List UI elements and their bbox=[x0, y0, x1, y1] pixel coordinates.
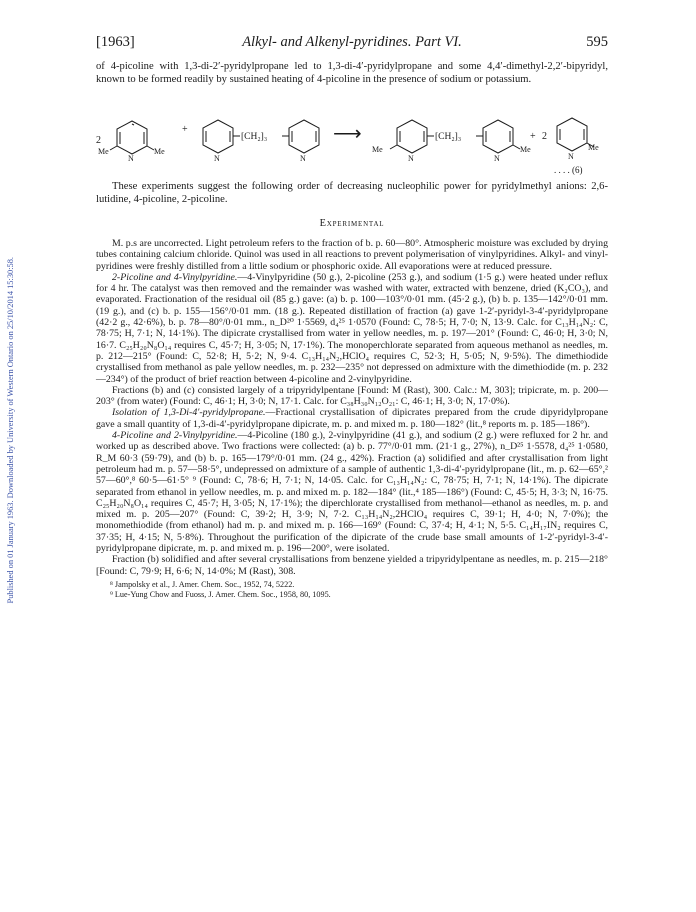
conclusion-paragraph: These experiments suggest the following order of decreasing nucleophilic power for pyridylmethyl anions: 2,6-lutidine, 4-picoline, 2-picoline. bbox=[96, 181, 608, 205]
nitrogen-label: N bbox=[300, 154, 306, 163]
paragraph-heading: 4-Picoline and 2-Vinylpyridine. bbox=[112, 430, 238, 442]
reaction-scheme-drawing bbox=[96, 88, 608, 176]
pyridine-ring-b bbox=[289, 120, 319, 153]
methyl-label: Me bbox=[154, 147, 165, 156]
reaction-arrow: ⟶ bbox=[333, 123, 362, 145]
paragraph-body: —Fractional crystallisation of dipicrates prepared from the crude dipyridylpropane gave a small quantity of 1,3-di-4′-pyridylpropane dipicrate, m. p. and mixed m. p. 180—182° (lit.,⁸ reports m. p. 185—186°). bbox=[96, 407, 608, 430]
nitrogen-label: N bbox=[408, 154, 414, 163]
methyl-label: Me bbox=[520, 145, 531, 154]
paragraph-heading: 2-Picoline and 4-Vinylpyridine. bbox=[112, 271, 238, 283]
paragraph-body: —4-Picoline (180 g.), 2-vinylpyridine (41 g.), and sodium (2 g.) were refluxed for 2 hr. and worked up as described above. Two fractions were collected: (a) b. p. 77°/0·01 mm. (21·1 g., 27%), n_D²⁵ 1·5578, d₄²⁵ 1·0580, R_M 60·3 (59·79), and (b) b. p. 165—179°/0·01 mm. (24 g., 42%). Fraction (a) solidified and after crystallisation from light petroleum had m. p. 57—58·5°, undepressed on admixture of a sample of authentic 1,3-di-4′-pyridylpropane (lit., m. p. 62—65°,² 57—60°,⁸ 60·5—61·5° ⁹ (Found: C, 78·6; H, 7·1; N, 14·05. Calc. for C₁₃H₁₄N₂: C, 78·75; H, 7·1; N, 14·1%). The dipicrate separated from ethanol in yellow needles, m. p. and mixed m. p. 182—184° (lit.,⁴ 185—186°) (Found: C, 45·5; H, 3·3; N, 16·75. C₂₅H₂₀N₈O₁₄ requires C, 45·7; H, 3·05; N, 17·1%); the diperchlorate crystallised from methanol—ethanol as needles, m. p. and mixed m. p. 205—207° (Found: C, 39·2; H, 3·9; N, 7·2. C₁₃H₁₄N₂,2HClO₄ requires C, 39·1; H, 4·0; N, 7·0%); the monomethiodide (from ethanol) had m. p. and mixed m. p. 166—169° (Found: C, 37·4; H, 4·1; N, 5·5. C₁₄H₁₇IN₂ requires C, 37·35; H, 4·15; N, 5·8%). Throughout the purification of the dipicrate of the crude base small amounts of 1-2′-pyridyl-3-4′-pyridylpropane dipicrate, m. p. and mixed m. p. 196—200°, were isolated. bbox=[96, 430, 608, 555]
lutidine-ring bbox=[117, 121, 147, 154]
download-watermark-text: Published on 01 January 1963. Downloaded by University of Western Ontario on 25/10/2014 15:30:58. bbox=[5, 256, 15, 604]
chain-label: [CH₂]₃ bbox=[435, 132, 462, 142]
equation-number: . . . . (6) bbox=[554, 165, 583, 175]
footnote: ⁹ Lue-Yung Chow and Fuoss, J. Amer. Chem. Soc., 1958, 80, 1095. bbox=[110, 589, 331, 599]
paragraph-isolation bbox=[96, 407, 608, 430]
nitrogen-label: N bbox=[128, 154, 134, 163]
methyl-label: Me bbox=[372, 145, 383, 154]
journal-page bbox=[96, 34, 608, 599]
methyl-label: Me bbox=[588, 143, 599, 152]
download-watermark bbox=[3, 150, 17, 710]
coefficient-left: 2 bbox=[96, 135, 101, 146]
intro-paragraph: of 4-picoline with 1,3-di-2′-pyridylpropane led to 1,3-di-4′-pyridylpropane and some 4,4′-dimethyl-2,2′-bipyridyl, known to be formed readily by sustained heating of 4-picoline in the presence of sodium or potassium. bbox=[96, 61, 608, 85]
product-ring-b bbox=[483, 120, 513, 153]
product-ring-c bbox=[557, 118, 587, 151]
footnotes bbox=[96, 580, 608, 599]
nitrogen-label: N bbox=[214, 154, 220, 163]
paragraph-heading: Isolation of 1,3-Di-4′-pyridylpropane. bbox=[112, 407, 266, 419]
footnote: ⁸ Jampolsky et al., J. Amer. Chem. Soc., 1952, 74, 5222. bbox=[110, 579, 295, 589]
paragraph-4-picoline bbox=[96, 430, 608, 554]
header-title: Alkyl- and Alkenyl-pyridines. Part VI. bbox=[242, 34, 462, 50]
chain-label: [CH₂]₃ bbox=[241, 132, 268, 142]
paragraph-picoline-vinylpyridine bbox=[96, 272, 608, 385]
running-header bbox=[96, 34, 608, 54]
methyl-label: Me bbox=[98, 147, 109, 156]
paragraph-fraction-b: Fraction (b) solidified and after several crystallisations from benzene yielded a tripyridylpentane as needles, m. p. 215—218° [Found: C, 79·9; H, 6·6; N, 14·0%; M (Rast), 308. bbox=[96, 554, 608, 577]
pyridine-ring-a bbox=[203, 120, 233, 153]
product-ring-a bbox=[397, 120, 427, 153]
paragraph-body: —4-Vinylpyridine (50 g.), 2-picoline (253 g.), and sodium (1·5 g.) were heated under reflux for 4 hr. The catalyst was then removed and the remainder was washed with water, extracted with benzene, dried (K₂CO₃), and evaporated. Fractionation of the residual oil (85 g.) gave: (a) b. p. 100—103°/0·01 mm. (45·2 g.), (b) b. p. 135—142°/0·01 mm. (19 g.), and (c) b. p. 155—156°/0·01 mm. (18 g.). Repeated distillation of fraction (a) gave 1-2′-pyridyl-3-4′-pyridylpropane (42·2 g., 42·6%), b. p. 78—80°/0·01 mm., n_D²⁰ 1·5569, d₄²⁵ 1·0570 (Found: C, 78·5; H, 7·0; N, 13·9. Calc. for C₁₃H₁₄N₂: C, 78·75; H, 7·1; N, 14·1%). The dipicrate crystallised from water in yellow needles, m. p. 197—201° (Found: C, 46·0; H, 3·0; N, 16·7. C₂₅H₂₀N₈O₁₄ requires C, 45·7; H, 3·05; N, 17·1%). The monoperchlorate separated from aqueous methanol as needles, m. p. 212—215° (Found: C, 52·8; H, 5·2; N, 9·4. C₁₃H₁₄N₂,HClO₄ requires C, 52·3; H, 5·05; N, 9·5%). The dimethiodide crystallised from methanol as pale yellow needles, m. p. 232—235° not depressed on admixture with the dimethiodide (m. p. 232—234°) of the product of brief reaction between 4-picoline and 2-vinylpyridine. bbox=[96, 271, 608, 385]
paragraph-general: M. p.s are uncorrected. Light petroleum refers to the fraction of b. p. 60—80°. Atmospheric moisture was excluded by drying tubes containing calcium chloride. Quinol was used in all reactions to prevent polymerisation of vinylpyridines. Alkyl- and vinyl-pyridines were freshly distilled from a little sodium or phosphoric oxide. All evaporations were at reduced pressure. bbox=[96, 238, 608, 272]
page-number: 595 bbox=[586, 34, 608, 50]
header-year: [1963] bbox=[96, 34, 135, 50]
reaction-scheme bbox=[96, 88, 608, 176]
nitrogen-label: N bbox=[568, 152, 574, 161]
paragraph-fractions: Fractions (b) and (c) consisted largely of a tripyridylpentane [Found: M (Rast), 300. Calc.: M, 303]; tripicrate, m. p. 200—203° (from water) (Found: C, 46·1; H, 3·0; N, 17·1. Calc. for C₃₈H₃₀N₁₂O₂₁: C, 46·1; H, 3·0; N, 17·0%). bbox=[96, 384, 608, 408]
coefficient-right: 2 bbox=[542, 131, 547, 142]
plus-sign: + bbox=[530, 131, 536, 142]
section-heading: Experimental bbox=[319, 218, 385, 229]
nitrogen-label: N bbox=[494, 154, 500, 163]
plus-sign: + bbox=[182, 124, 188, 135]
